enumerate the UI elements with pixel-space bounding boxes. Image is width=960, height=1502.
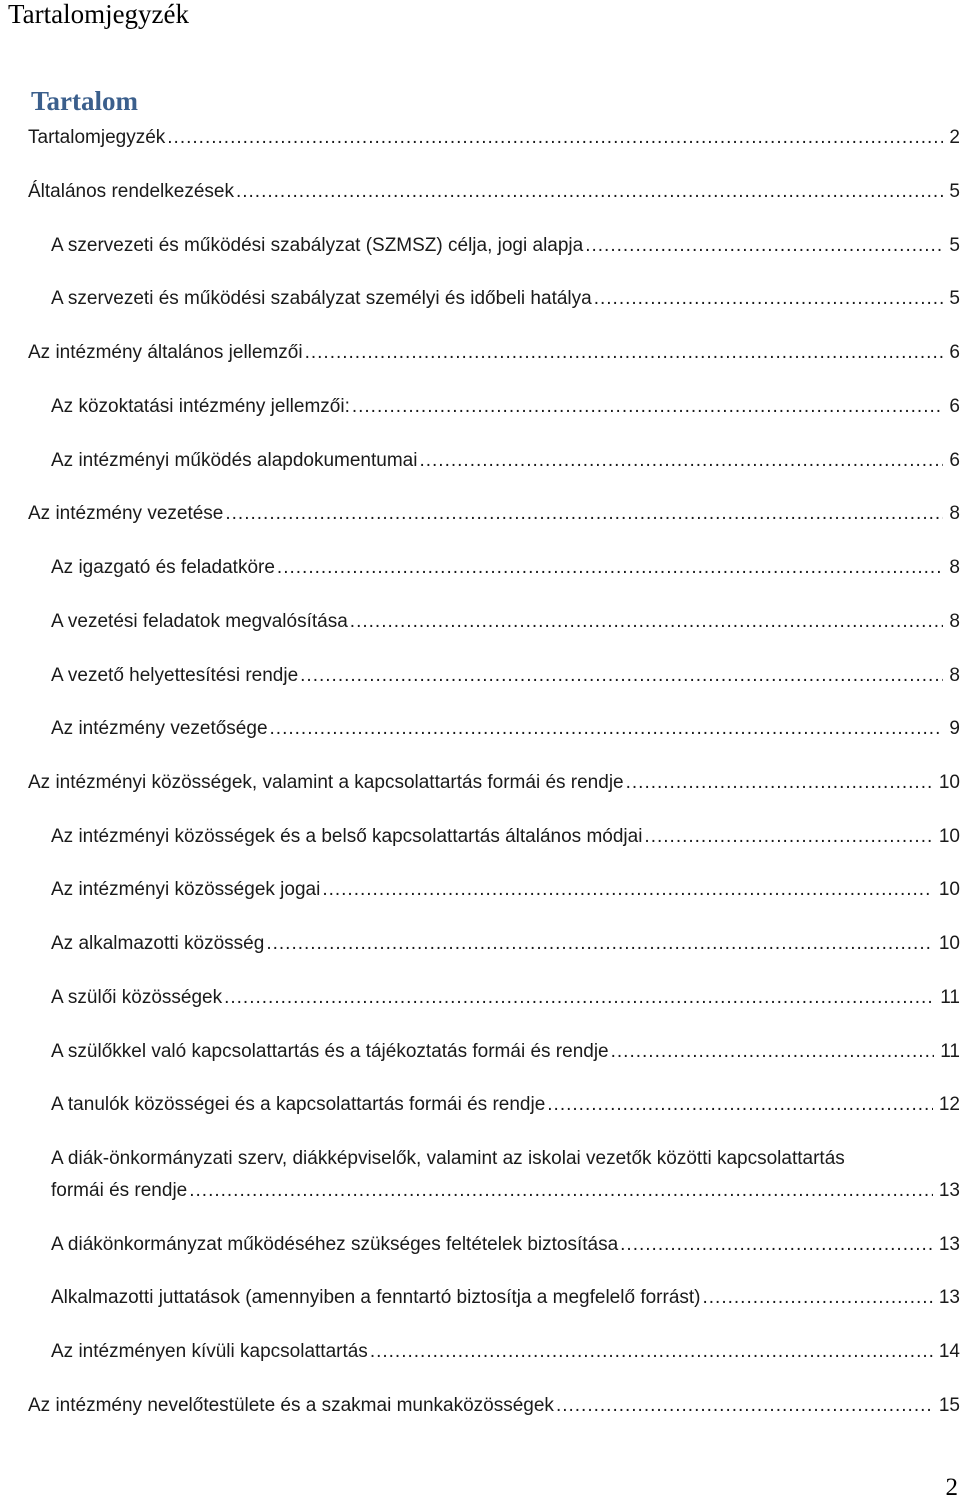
- toc-entry-page: 8: [949, 665, 960, 686]
- toc-entry-page: 9: [949, 718, 960, 739]
- toc-leader-dots: [236, 176, 943, 208]
- toc-entry-text: formái és rendje: [51, 1180, 188, 1201]
- toc-entry[interactable]: [51, 1336, 960, 1368]
- toc-entry[interactable]: [28, 122, 960, 154]
- toc-entry[interactable]: [51, 1089, 960, 1121]
- toc-entry[interactable]: [51, 1143, 960, 1207]
- toc-entry-page: 5: [949, 181, 960, 202]
- toc-entry-page: 13: [938, 1180, 960, 1201]
- toc-entry-text: Az intézményi közösségek és a belső kapcsolattartás általános módjai: [51, 826, 643, 847]
- toc-entry-page: 12: [938, 1094, 960, 1115]
- toc-entry-text: Az intézményen kívüli kapcsolattartás: [51, 1341, 368, 1362]
- toc-entry-text: Az intézmény vezetése: [28, 503, 224, 524]
- toc-entry-text: Az intézményi közösségek jogai: [51, 879, 321, 900]
- toc-entry-text: Az alkalmazotti közösség: [51, 933, 265, 954]
- toc-entry-page: 10: [938, 879, 960, 900]
- toc-entry[interactable]: [51, 1229, 960, 1261]
- toc-entry-page: 11: [940, 1041, 960, 1062]
- toc-leader-dots: [266, 928, 933, 960]
- toc-entry-page: 10: [938, 826, 960, 847]
- toc-leader-dots: [277, 552, 944, 584]
- toc-leader-dots: [167, 122, 943, 154]
- toc-entry-text: Az igazgató és feladatköre: [51, 557, 275, 578]
- toc-entry[interactable]: [51, 552, 960, 584]
- toc-entry[interactable]: [51, 982, 960, 1014]
- toc-entry[interactable]: [28, 1390, 960, 1422]
- toc-entry-page: 10: [938, 772, 960, 793]
- toc-entry-page: 6: [949, 396, 960, 417]
- toc-leader-dots: [300, 660, 943, 692]
- toc-leader-dots: [620, 1229, 933, 1261]
- toc-entry-page: 14: [938, 1341, 960, 1362]
- toc-entry-text: A szülőkkel való kapcsolattartás és a tájékoztatás formái és rendje: [51, 1041, 609, 1062]
- toc-entry-page: 13: [938, 1234, 960, 1255]
- toc-entry-page: 11: [940, 987, 960, 1008]
- toc-entry-text: A diákönkormányzat működéséhez szükséges feltételek biztosítása: [51, 1234, 619, 1255]
- toc-entry-text: Az intézményi közösségek, valamint a kapcsolattartás formái és rendje: [28, 772, 624, 793]
- toc-entry[interactable]: [51, 713, 960, 745]
- toc-leader-dots: [270, 713, 944, 745]
- toc-leader-dots: [225, 498, 943, 530]
- toc-leader-dots: [370, 1336, 933, 1368]
- toc-entry[interactable]: [28, 176, 960, 208]
- toc-leader-dots: [224, 982, 934, 1014]
- toc-leader-dots: [547, 1089, 933, 1121]
- toc-heading: Tartalom: [31, 86, 138, 116]
- toc-entry-text: A szervezeti és működési szabályzat (SZMSZ) célja, jogi alapja: [51, 235, 584, 256]
- toc-leader-dots: [556, 1390, 933, 1422]
- toc-entry-text: Az intézményi működés alapdokumentumai: [51, 450, 418, 471]
- toc-entry-text: A szülői közösségek: [51, 987, 223, 1008]
- toc-entry-page: 5: [949, 288, 960, 309]
- toc-entry[interactable]: [51, 283, 960, 315]
- toc-entry-text: A tanulók közösségei és a kapcsolattartás formái és rendje: [51, 1094, 546, 1115]
- toc-entry-page: 6: [949, 450, 960, 471]
- toc-leader-dots: [419, 445, 943, 477]
- toc-leader-dots: [350, 606, 944, 638]
- toc-entry-text-line1: A diák-önkormányzati szerv, diákképviselők, valamint az iskolai vezetők közötti kapcsolattartás: [51, 1148, 845, 1169]
- toc-leader-dots: [594, 283, 944, 315]
- toc-entry[interactable]: [51, 874, 960, 906]
- toc-entry-text: Általános rendelkezések: [28, 181, 234, 202]
- toc-entry-text: A vezető helyettesítési rendje: [51, 665, 299, 686]
- toc-entry-text: Az közoktatási intézmény jellemzői:: [51, 396, 350, 417]
- toc-entry[interactable]: [51, 1282, 960, 1314]
- toc-entry-text: Alkalmazotti juttatások (amennyiben a fenntartó biztosítja a megfelelő forrást): [51, 1287, 701, 1308]
- toc-leader-dots: [189, 1175, 933, 1207]
- toc-entry-page: 8: [949, 557, 960, 578]
- toc-entry[interactable]: [51, 606, 960, 638]
- toc-leader-dots: [585, 230, 943, 262]
- page-number: 2: [945, 1474, 958, 1501]
- toc-entry-page: 2: [949, 127, 960, 148]
- toc-entry[interactable]: [28, 498, 960, 530]
- toc-leader-dots: [322, 874, 933, 906]
- toc-entry-page: 8: [949, 611, 960, 632]
- toc-leader-dots: [305, 337, 944, 369]
- toc-entry[interactable]: [51, 391, 960, 423]
- document-title: Tartalomjegyzék: [8, 0, 190, 29]
- toc-entry-text: Tartalomjegyzék: [28, 127, 166, 148]
- toc-entry-text: Az intézmény vezetősége: [51, 718, 268, 739]
- toc-entry[interactable]: [51, 660, 960, 692]
- toc-entry[interactable]: [51, 1036, 960, 1068]
- toc-leader-dots: [644, 821, 932, 853]
- toc-entry-page: 8: [949, 503, 960, 524]
- toc-entry-page: 5: [949, 235, 960, 256]
- toc-entry[interactable]: [28, 767, 960, 799]
- toc-leader-dots: [611, 1036, 935, 1068]
- toc-entry-page: 6: [949, 342, 960, 363]
- toc-entry-page: 10: [938, 933, 960, 954]
- toc-entry-text: Az intézmény nevelőtestülete és a szakmai munkaközösségek: [28, 1395, 554, 1416]
- toc-leader-dots: [703, 1282, 933, 1314]
- toc-leader-dots: [352, 391, 944, 423]
- toc-entry[interactable]: [28, 337, 960, 369]
- toc-leader-dots: [626, 767, 933, 799]
- toc-entry[interactable]: [51, 230, 960, 262]
- toc-entry[interactable]: [51, 928, 960, 960]
- toc-entry[interactable]: [51, 445, 960, 477]
- toc-entry-text: A szervezeti és működési szabályzat személyi és időbeli hatálya: [51, 288, 592, 309]
- toc-entry[interactable]: [51, 821, 960, 853]
- toc-entry-text: Az intézmény általános jellemzői: [28, 342, 303, 363]
- toc-entry-page: 15: [938, 1395, 960, 1416]
- toc-entry-text: A vezetési feladatok megvalósítása: [51, 611, 348, 632]
- toc-entry-page: 13: [938, 1287, 960, 1308]
